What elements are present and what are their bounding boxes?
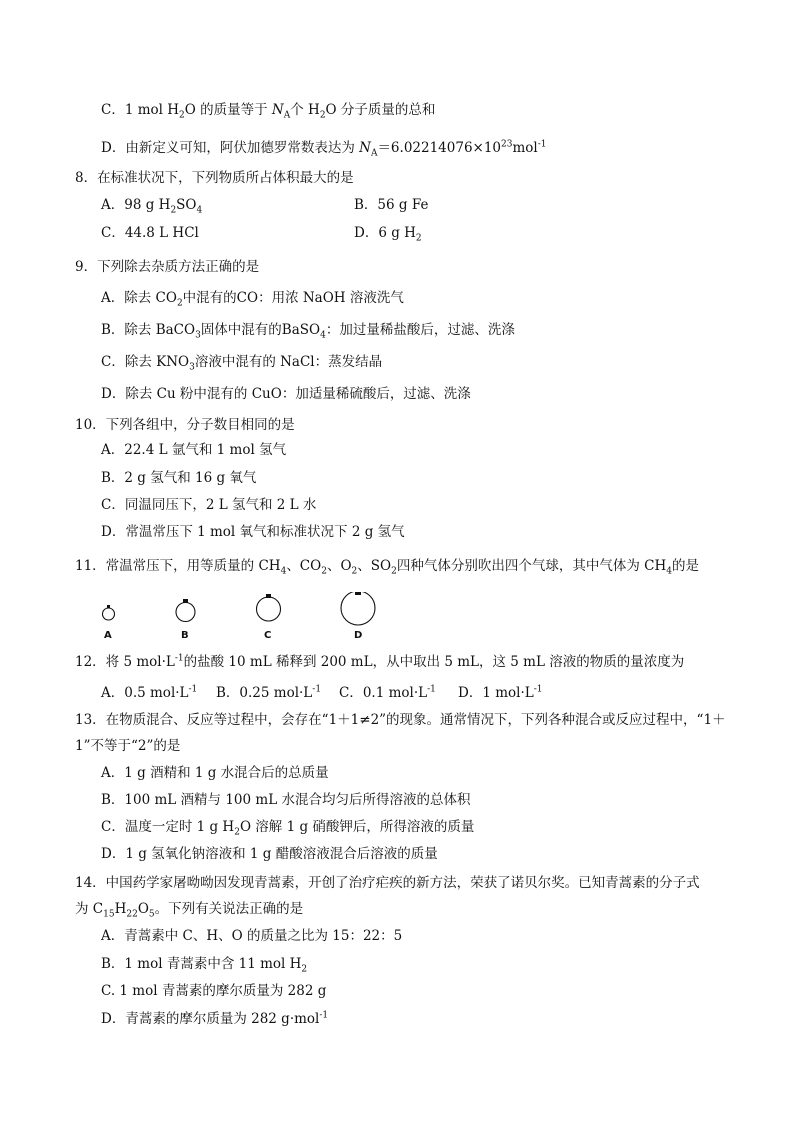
q12-option-d: D．1 $mol\cdot L^{-1}$ bbox=[458, 684, 543, 701]
q13-stem-line1: 13．在物质混合、反应等过程中，会存在“1＋1≠2”的现象。通常情况下，下列各种混合或反应过程中，“1＋ bbox=[75, 712, 726, 728]
q8-option-d: D．6 g $H_2$ bbox=[354, 225, 422, 244]
q9-option-d: D．除去 Cu 粉中混有的 CuO：加适量稀硫酸后，过滤、洗涤 bbox=[101, 386, 471, 402]
q9-option-b: B．除去 BaCO$_3$固体中混有的BaSO$_4$：加过量稀盐酸后，过滤、洗涤 bbox=[101, 322, 515, 341]
q8-option-a: A．98 g $H_2SO_4$ bbox=[101, 197, 203, 216]
q14-option-c: C. 1 mol 青蒿素的摩尔质量为 282 g bbox=[101, 983, 327, 999]
balloon-d bbox=[341, 592, 375, 625]
q12-stem: 12．将 5 $mol\cdot L^{-1}$的盐酸 10 mL 稀释到 200 mL，从中取出 5 mL，这 5 mL 溶液的物质的量浓度为 bbox=[75, 653, 685, 670]
q7-option-c: C．1 mol $H_2O$ 的质量等于 $N_A$个 $H_2O$ 分子质量的总和 bbox=[101, 102, 436, 121]
q9-stem: 9．下列除去杂质方法正确的是 bbox=[75, 259, 260, 275]
balloon-label-d: D bbox=[354, 630, 363, 641]
q14-option-a: A．青蒿素中 C、H、O 的质量之比为 15：22：5 bbox=[101, 928, 403, 944]
q13-option-d: D．1 g 氢氧化钠溶液和 1 g 醋酸溶液混合后溶液的质量 bbox=[101, 846, 438, 862]
q12-option-c: C．0.1 $mol\cdot L^{-1}$ bbox=[339, 684, 436, 701]
q10-option-b: B．2 g 氢气和 16 g 氧气 bbox=[101, 470, 257, 486]
q9-option-c: C．除去 $KNO_3$溶液中混有的 NaCl：蒸发结晶 bbox=[101, 354, 383, 373]
q10-option-d: D．常温常压下 1 mol 氧气和标准状况下 2 g 氢气 bbox=[101, 524, 405, 540]
q12-option-a: A．0.5 $mol\cdot L^{-1}$ bbox=[101, 684, 198, 701]
q14-option-d: D．青蒿素的摩尔质量为 282 g·mol$^{-1}$ bbox=[101, 1010, 329, 1027]
q12-option-b: B．0.25 $mol\cdot L^{-1}$ bbox=[216, 684, 322, 701]
q13-option-a: A．1 g 酒精和 1 g 水混合后的总质量 bbox=[101, 765, 329, 781]
balloon-drawing bbox=[96, 592, 396, 644]
q8-option-c: C．44.8 L HCl bbox=[101, 225, 199, 241]
q14-stem-line2: 为 $C_{15}H_{22}O_5$。下列有关说法正确的是 bbox=[75, 901, 304, 920]
q10-stem: 10．下列各组中，分子数目相同的是 bbox=[75, 417, 295, 433]
q10-option-a: A．22.4 L 氩气和 1 mol 氢气 bbox=[101, 442, 287, 458]
balloon-c bbox=[257, 594, 281, 621]
balloon-a bbox=[103, 605, 115, 620]
q10-option-c: C．同温同压下，2 L 氢气和 2 L 水 bbox=[101, 497, 317, 513]
balloon-b bbox=[176, 599, 195, 622]
balloon-label-a: A bbox=[104, 630, 112, 641]
q13-option-b: B．100 mL 酒精与 100 mL 水混合均匀后所得溶液的总体积 bbox=[101, 792, 471, 808]
q8-option-b: B．56 g Fe bbox=[354, 197, 429, 213]
balloon-label-c: C bbox=[264, 630, 272, 641]
q14-stem-line1: 14．中国药学家屠呦呦因发现青蒿素，开创了治疗疟疾的新方法，荣获了诺贝尔奖。已知青蒿素的分子式 bbox=[75, 875, 700, 891]
balloon-label-b: B bbox=[181, 630, 189, 641]
q7-option-d: D．由新定义可知，阿伏加德罗常数表达为 $N_A=6.02214076\times 10^{23}mol^{-1}$ bbox=[101, 139, 547, 159]
q13-stem-line2: 1”不等于“2”的是 bbox=[75, 738, 181, 754]
q14-option-b: B．1 mol 青蒿素中含 11 mol $H_2$ bbox=[101, 956, 308, 975]
q11-stem: 11．常温常压下，用等质量的 $CH_4$、$CO_2$、$O_2$、$SO_2$四种气体分别吹出四个气球，其中气体为 $CH_4$的是 bbox=[75, 558, 699, 577]
balloon-figure bbox=[96, 592, 396, 644]
q9-option-a: A．除去 $CO_2$中混有的CO：用浓 NaOH 溶液洗气 bbox=[101, 290, 404, 309]
q8-stem: 8．在标准状况下，下列物质所占体积最大的是 bbox=[75, 170, 354, 186]
q13-option-c: C．温度一定时 1 g $H_2O$ 溶解 1 g 硝酸钾后，所得溶液的质量 bbox=[101, 819, 475, 838]
